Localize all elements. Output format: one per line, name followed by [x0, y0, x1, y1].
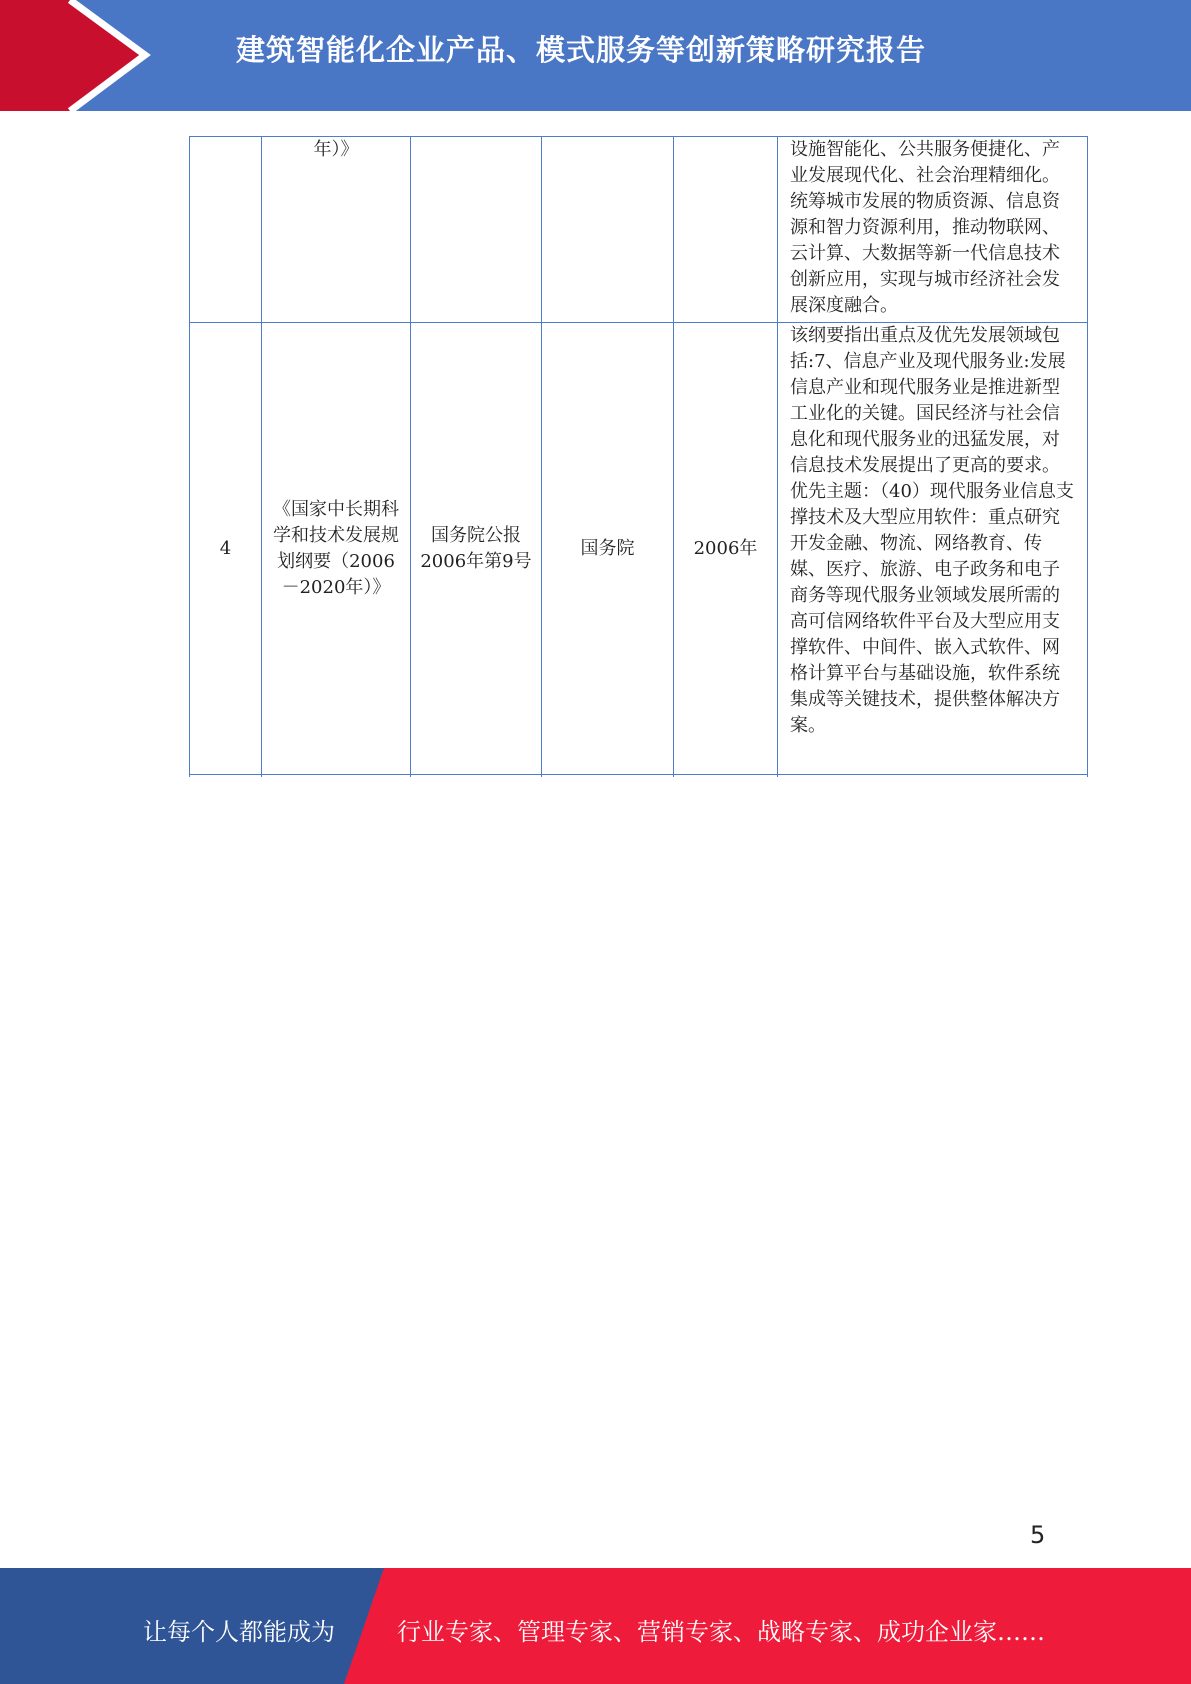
- cell-issuer: [542, 137, 674, 323]
- cell-year: 2006年: [674, 323, 778, 775]
- cell-name: 《国家中长期科学和技术发展规划纲要（2006－2020年）》: [262, 323, 411, 775]
- page-number: 5: [1030, 1521, 1046, 1549]
- cell-name: 年）》: [262, 137, 411, 323]
- cell-issuer: 国务院: [542, 323, 674, 775]
- cell-issue-no: 国务院公报2006年第9号: [411, 323, 542, 775]
- page-header: [0, 0, 1191, 111]
- table-row: [190, 323, 1088, 775]
- table-continuation-lines: [189, 774, 1087, 777]
- cell-content: 该纲要指出重点及优先发展领域包括:7、信息产业及现代服务业:发展信息产业和现代服务业是推进新型工业化的关键。国民经济与社会信息化和现代服务业的迅猛发展，对信息技术发展提出了更高的要求。优先主题：（40）现代服务业信息支撑技术及大型应用软件：重点研究开发金融、物流、网络教育、传媒、医疗、旅游、电子政务和电子商务等现代服务业领域发展所需的高可信网络软件平台及大型应用支撑软件、中间件、嵌入式软件、网格计算平台与基础设施，软件系统集成等关键技术，提供整体解决方案。: [778, 323, 1088, 775]
- table-row: [190, 137, 1088, 323]
- cell-content: 设施智能化、公共服务便捷化、产业发展现代化、社会治理精细化。统筹城市发展的物质资源、信息资源和智力资源利用，推动物联网、云计算、大数据等新一代信息技术创新应用，实现与城市经济社会发展深度融合。: [778, 137, 1088, 323]
- report-title: 建筑智能化企业产品、模式服务等创新策略研究报告: [236, 33, 927, 67]
- header-arrow-icon: [0, 0, 260, 111]
- footer-slogan-right: 行业专家、管理专家、营销专家、战略专家、成功企业家……: [397, 1618, 1045, 1646]
- footer-slogan-left: 让每个人都能成为: [143, 1618, 335, 1646]
- page-footer: [0, 1568, 1191, 1684]
- cell-issue-no: [411, 137, 542, 323]
- policy-table: [189, 136, 1088, 775]
- cell-year: [674, 137, 778, 323]
- cell-index: 4: [190, 323, 262, 775]
- cell-index: [190, 137, 262, 323]
